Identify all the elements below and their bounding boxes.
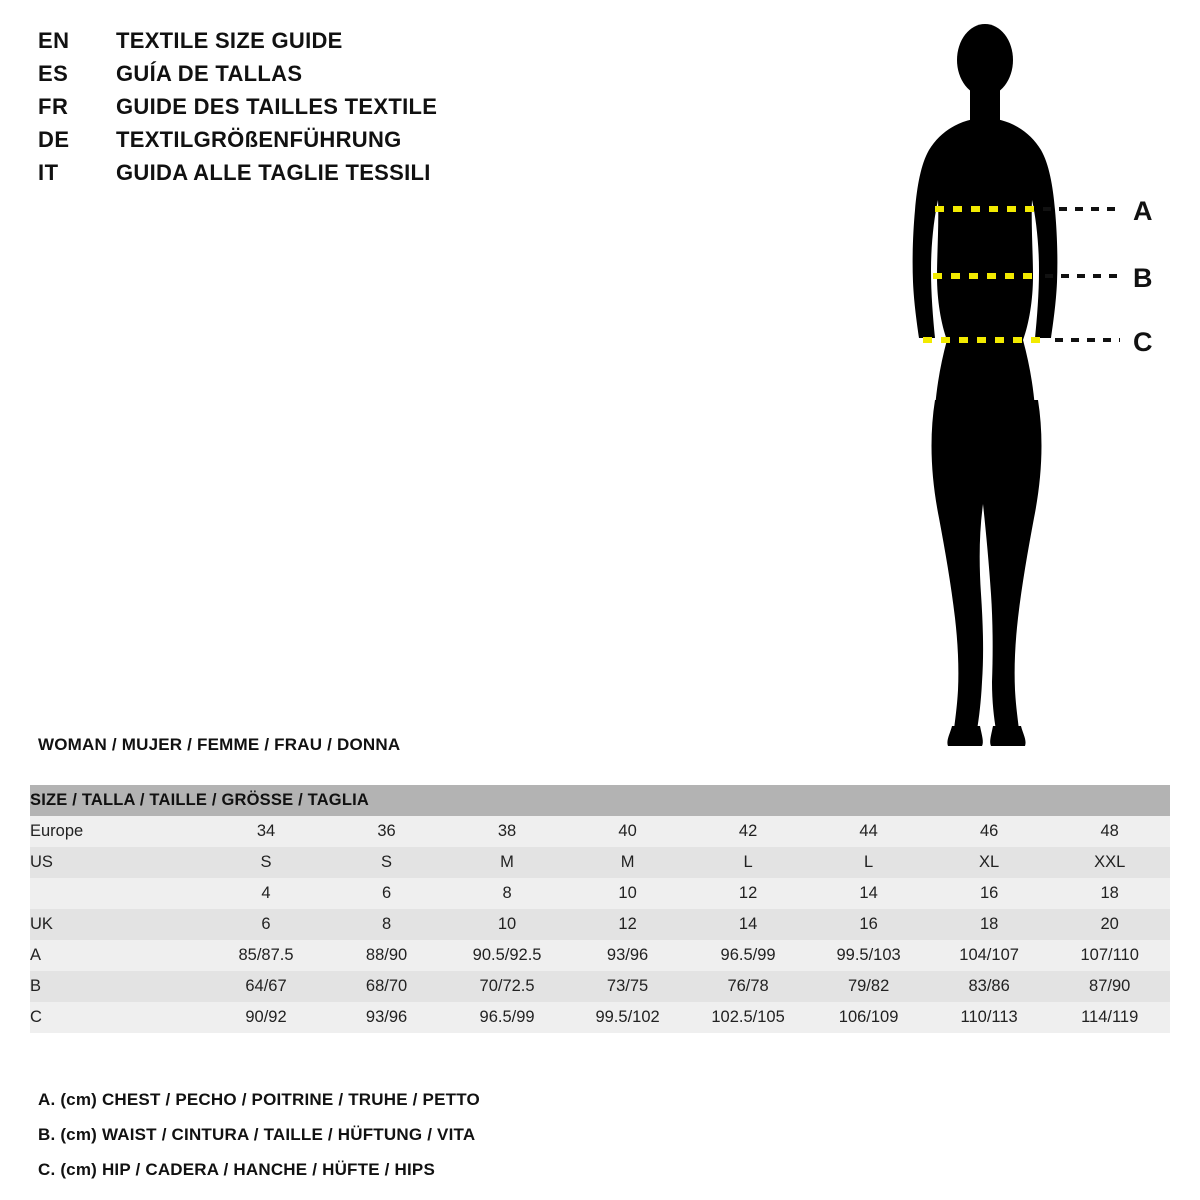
cell-usnum-1: 6	[326, 878, 447, 909]
table-row	[30, 971, 1170, 1002]
cell-europe-0: 34	[206, 816, 327, 847]
cell-europe-3: 40	[567, 816, 688, 847]
cell-uk-7: 20	[1049, 909, 1170, 940]
cell-us-5: L	[808, 847, 929, 878]
marker-label-c: C	[1133, 327, 1153, 357]
cell-europe-2: 38	[447, 816, 568, 847]
size-table	[30, 785, 1170, 1033]
title-row-fr	[38, 94, 658, 127]
cell-c-5: 106/109	[808, 1002, 929, 1033]
cell-usnum-7: 18	[1049, 878, 1170, 909]
title-text-fr: GUIDE DES TAILLES TEXTILE	[116, 94, 438, 119]
row-label-us-numeric	[30, 878, 206, 909]
cell-us-0: S	[206, 847, 327, 878]
marker-label-a: A	[1133, 196, 1153, 226]
cell-uk-1: 8	[326, 909, 447, 940]
cell-a-5: 99.5/103	[808, 940, 929, 971]
cell-b-1: 68/70	[326, 971, 447, 1002]
legend-line-a: A. (cm) CHEST / PECHO / POITRINE / TRUHE / PETTO	[38, 1090, 480, 1109]
cell-c-7: 114/119	[1049, 1002, 1170, 1033]
cell-c-4: 102.5/105	[688, 1002, 809, 1033]
title-text-de: TEXTILGRÖßENFÜHRUNG	[116, 127, 402, 152]
cell-usnum-2: 8	[447, 878, 568, 909]
section-label-woman: WOMAN / MUJER / FEMME / FRAU / DONNA	[38, 735, 401, 754]
cell-c-1: 93/96	[326, 1002, 447, 1033]
row-label-uk: UK	[30, 909, 206, 940]
row-label-us: US	[30, 847, 206, 878]
table-row	[30, 1002, 1170, 1033]
legend-block	[38, 1090, 738, 1195]
legend-line-c: C. (cm) HIP / CADERA / HANCHE / HÜFTE / HIPS	[38, 1160, 436, 1179]
cell-usnum-6: 16	[929, 878, 1050, 909]
table-header-label: SIZE / TALLA / TAILLE / GRÖSSE / TAGLIA	[30, 785, 1170, 816]
cell-b-3: 73/75	[567, 971, 688, 1002]
cell-uk-5: 16	[808, 909, 929, 940]
cell-a-6: 104/107	[929, 940, 1050, 971]
lang-code-it: IT	[38, 160, 59, 185]
cell-europe-5: 44	[808, 816, 929, 847]
cell-b-7: 87/90	[1049, 971, 1170, 1002]
cell-a-4: 96.5/99	[688, 940, 809, 971]
cell-a-2: 90.5/92.5	[447, 940, 568, 971]
cell-b-6: 83/86	[929, 971, 1050, 1002]
cell-uk-2: 10	[447, 909, 568, 940]
cell-uk-6: 18	[929, 909, 1050, 940]
row-label-a: A	[30, 940, 206, 971]
cell-europe-4: 42	[688, 816, 809, 847]
cell-c-3: 99.5/102	[567, 1002, 688, 1033]
lang-code-en: EN	[38, 28, 70, 53]
table-header-row	[30, 785, 1170, 816]
title-row-en	[38, 28, 658, 61]
cell-usnum-0: 4	[206, 878, 327, 909]
cell-a-7: 107/110	[1049, 940, 1170, 971]
cell-b-0: 64/67	[206, 971, 327, 1002]
cell-europe-7: 48	[1049, 816, 1170, 847]
legend-line-b: B. (cm) WAIST / CINTURA / TAILLE / HÜFTUNG / VITA	[38, 1125, 476, 1144]
row-label-c: C	[30, 1002, 206, 1033]
cell-b-5: 79/82	[808, 971, 929, 1002]
row-label-b: B	[30, 971, 206, 1002]
lang-code-es: ES	[38, 61, 69, 86]
marker-label-b: B	[1133, 263, 1153, 293]
cell-uk-0: 6	[206, 909, 327, 940]
title-row-es	[38, 61, 658, 94]
table-row	[30, 847, 1170, 878]
cell-c-6: 110/113	[929, 1002, 1050, 1033]
cell-us-4: L	[688, 847, 809, 878]
cell-b-2: 70/72.5	[447, 971, 568, 1002]
cell-usnum-4: 12	[688, 878, 809, 909]
title-text-es: GUÍA DE TALLAS	[116, 61, 303, 86]
cell-c-2: 96.5/99	[447, 1002, 568, 1033]
table-row	[30, 909, 1170, 940]
table-row	[30, 940, 1170, 971]
cell-uk-3: 12	[567, 909, 688, 940]
title-text-en: TEXTILE SIZE GUIDE	[116, 28, 343, 53]
table-row	[30, 878, 1170, 909]
cell-b-4: 76/78	[688, 971, 809, 1002]
cell-us-7: XXL	[1049, 847, 1170, 878]
female-silhouette-figure	[855, 18, 1185, 758]
cell-us-6: XL	[929, 847, 1050, 878]
cell-a-3: 93/96	[567, 940, 688, 971]
lang-code-fr: FR	[38, 94, 69, 119]
row-label-europe: Europe	[30, 816, 206, 847]
cell-us-1: S	[326, 847, 447, 878]
lang-code-de: DE	[38, 127, 70, 152]
cell-c-0: 90/92	[206, 1002, 327, 1033]
table-row	[30, 816, 1170, 847]
title-text-it: GUIDA ALLE TAGLIE TESSILI	[116, 160, 431, 185]
cell-europe-6: 46	[929, 816, 1050, 847]
title-row-it	[38, 160, 658, 193]
cell-us-2: M	[447, 847, 568, 878]
title-row-de	[38, 127, 658, 160]
cell-uk-4: 14	[688, 909, 809, 940]
cell-usnum-5: 14	[808, 878, 929, 909]
cell-a-0: 85/87.5	[206, 940, 327, 971]
woman-silhouette-icon	[913, 24, 1058, 746]
cell-a-1: 88/90	[326, 940, 447, 971]
cell-usnum-3: 10	[567, 878, 688, 909]
cell-us-3: M	[567, 847, 688, 878]
cell-europe-1: 36	[326, 816, 447, 847]
title-block	[38, 28, 658, 193]
